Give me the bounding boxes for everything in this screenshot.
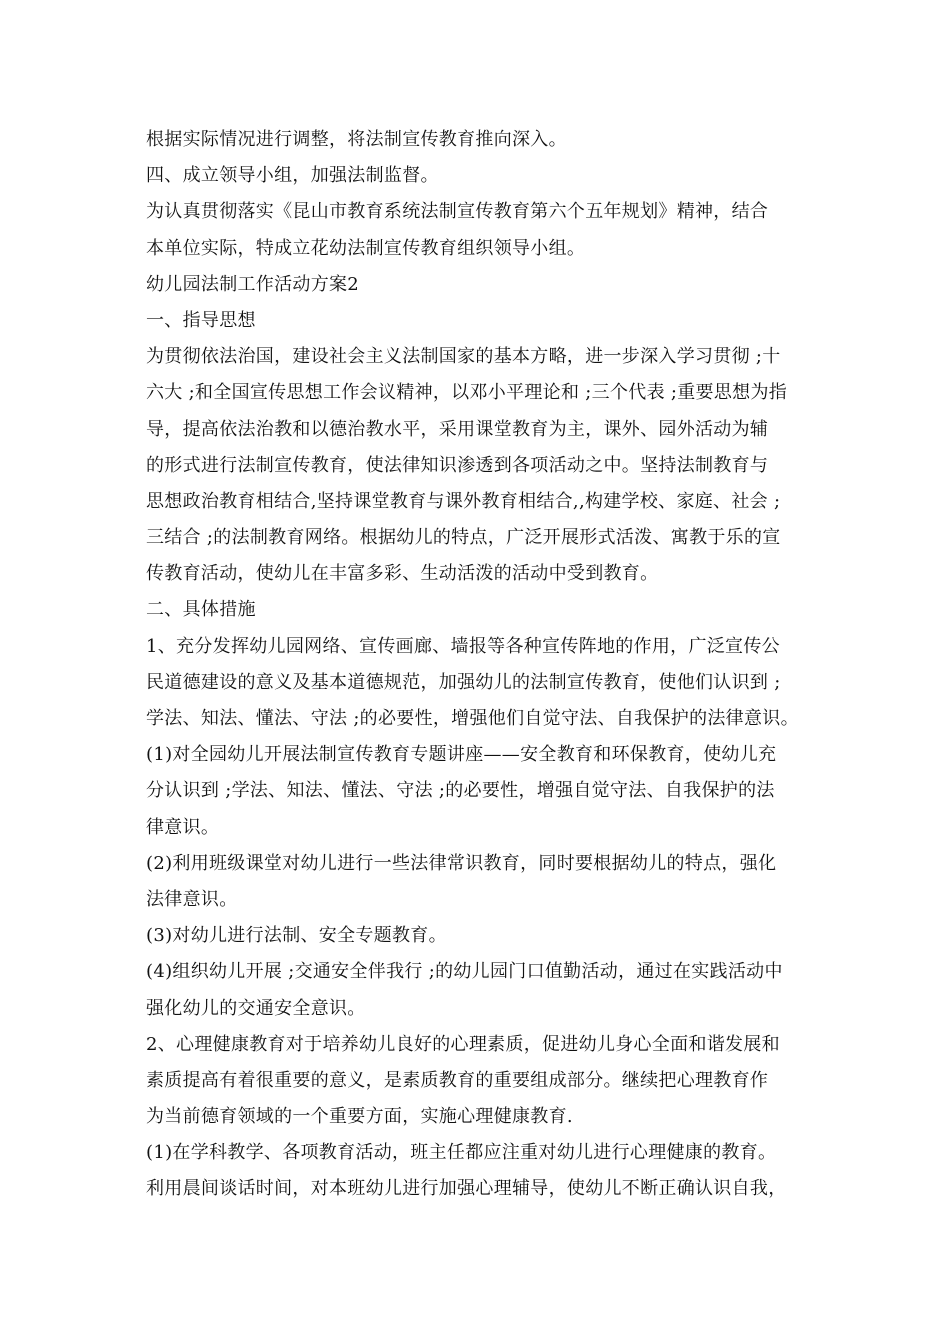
text-line: 为贯彻依法治国，建设社会主义法制国家的基本方略，进一步深入学习贯彻 ;十 — [146, 346, 781, 368]
text-line: 律意识。 — [146, 816, 220, 838]
text-line: 六大 ;和全国宣传思想工作会议精神，以邓小平理论和 ;三个代表 ;重要思想为指 — [146, 382, 788, 404]
text-line: 传教育活动，使幼儿在丰富多彩、生动活泼的活动中受到教育。 — [146, 563, 659, 585]
text-line: 利用晨间谈话时间，对本班幼儿进行加强心理辅导，使幼儿不断正确认识自我， — [146, 1178, 787, 1200]
text-line: 强化幼儿的交通安全意识。 — [146, 997, 366, 1019]
text-line: (1)对全园幼儿开展法制宣传教育专题讲座——安全教育和环保教育，使幼儿充 — [146, 744, 777, 766]
text-line: 学法、知法、懂法、守法 ;的必要性，增强他们自觉守法、自我保护的法律意识。 — [146, 708, 799, 729]
document-body — [146, 122, 826, 1208]
text-line: 三结合 ;的法制教育网络。根据幼儿的特点，广泛开展形式活泼、寓教于乐的宣 — [146, 527, 781, 549]
text-line: 思想政治教育相结合,坚持课堂教育与课外教育相结合,,构建学校、家庭、社会 ; — [146, 490, 781, 512]
document-title: 幼儿园法制工作活动方案2 — [146, 273, 360, 295]
section-heading: 四、成立领导小组，加强法制监督。 — [146, 165, 439, 187]
text-line: 1、充分发挥幼儿园网络、宣传画廊、墙报等各种宣传阵地的作用，广泛宣传公 — [146, 635, 780, 657]
text-line: 为认真贯彻落实《昆山市教育系统法制宣传教育第六个五年规划》精神，结合 — [146, 201, 769, 223]
text-line: 民道德建设的意义及基本道德规范，加强幼儿的法制宣传教育，使他们认识到 ; — [146, 671, 781, 693]
text-line: 法律意识。 — [146, 888, 238, 910]
text-line: 为当前德育领域的一个重要方面，实施心理健康教育. — [146, 1106, 573, 1128]
text-line: 根据实际情况进行调整，将法制宣传教育推向深入。 — [146, 129, 567, 150]
text-line: (3)对幼儿进行法制、安全专题教育。 — [146, 925, 447, 947]
text-line: 素质提高有着很重要的意义，是素质教育的重要组成部分。继续把心理教育作 — [146, 1069, 769, 1091]
text-line: 2、心理健康教育对于培养幼儿良好的心理素质，促进幼儿身心全面和谐发展和 — [146, 1033, 780, 1055]
text-line: (2)利用班级课堂对幼儿进行一些法律常识教育，同时要根据幼儿的特点，强化 — [146, 852, 777, 874]
text-line: 的形式进行法制宣传教育，使法律知识渗透到各项活动之中。坚持法制教育与 — [146, 454, 769, 476]
text-line: (4)组织幼儿开展 ;交通安全伴我行 ;的幼儿园门口值勤活动，通过在实践活动中 — [146, 961, 783, 983]
section-heading: 二、具体措施 — [146, 599, 256, 621]
text-line: 导，提高依法治教和以德治教水平，采用课堂教育为主，课外、园外活动为辅 — [146, 418, 769, 440]
section-heading: 一、指导思想 — [146, 309, 256, 331]
text-line: 分认识到 ;学法、知法、懂法、守法 ;的必要性，增强自觉守法、自我保护的法 — [146, 780, 775, 802]
text-line: 本单位实际，特成立花幼法制宣传教育组织领导小组。 — [146, 237, 586, 259]
text-line: (1)在学科教学、各项教育活动，班主任都应注重对幼儿进行心理健康的教育。 — [146, 1142, 777, 1164]
